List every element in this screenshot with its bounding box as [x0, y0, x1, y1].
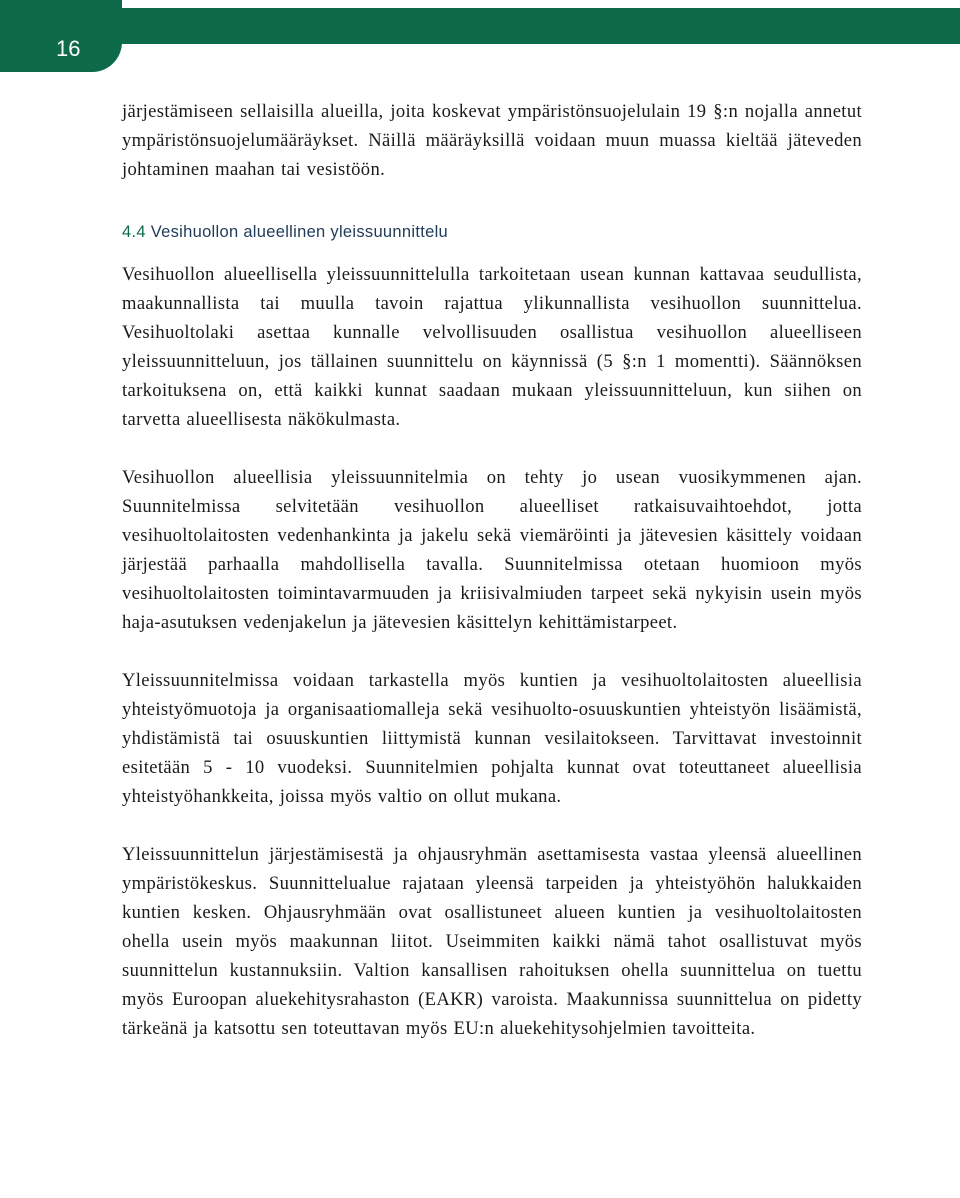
- paragraph: Yleissuunnittelun järjestämisestä ja ohjausryhmän asettamisesta vastaa yleensä alueellinen ympäristökeskus. Suunnittelualue rajataan yleensä tarpeiden ja yhteistyöhön halukkaiden kuntien kesken. Ohjausryhmään ovat osallistuneet alueen kuntien ja vesihuoltolaitosten ohella usein myös maakunnan liitot. Useimmiten kaikki nämä tahot osallistuvat myös suunnittelun kustannuksiin. Valtion kansallisen rahoituksen ohella suunnittelua on tuettu myös Euroopan aluekehitysrahaston (EAKR) varoista. Maakunnissa suunnittelua on pidetty tärkeänä ja katsottu sen toteuttavan myös EU:n aluekehitysohjelmien tavoitteita.: [122, 844, 862, 1039]
- page-number-tab: [0, 0, 122, 72]
- section-heading: [122, 221, 862, 243]
- page-number: 16: [56, 36, 81, 61]
- section-title: Vesihuollon alueellinen yleissuunnittelu: [150, 223, 449, 241]
- header-bar: [0, 8, 960, 44]
- intro-paragraph: järjestämiseen sellaisilla alueilla, joita koskevat ympäristönsuojelulain 19 §:n nojalla annetut ympäristönsuojelumääräykset. Näillä määräyksillä voidaan muun muassa kieltää jäteveden johtaminen maahan tai vesistöön.: [122, 101, 862, 180]
- paragraph: Vesihuollon alueellisia yleissuunnitelmia on tehty jo usean vuosikymmenen ajan. Suunnitelmissa selvitetään vesihuollon alueelliset ratkaisuvaihtoehdot, jotta vesihuoltolaitosten vedenhankinta ja jakelu sekä viemäröinti ja jätevesien käsittely voidaan järjestää parhaalla mahdollisella tavalla. Suunnitelmissa otetaan huomioon myös vesihuoltolaitosten toimintavarmuuden ja kriisivalmiuden tarpeet sekä nykyisin usein myös haja-asutuksen vedenjakelun ja jätevesien käsittelyn kehittämistarpeet.: [122, 467, 862, 633]
- paragraph: Vesihuollon alueellisella yleissuunnittelulla tarkoitetaan usean kunnan kattavaa seudullista, maakunnallista tai muulla tavoin rajattua ylikunnallista vesihuollon suunnittelua. Vesihuoltolaki asettaa kunnalle velvollisuuden osallistua vesihuollon alueelliseen yleissuunnitteluun, jos tällainen suunnittelu on käynnissä (5 §:n 1 momentti). Säännöksen tarkoituksena on, että kaikki kunnat saadaan mukaan yleissuunnitteluun, kun siihen on tarvetta alueellisesta näkökulmasta.: [122, 264, 862, 430]
- page-body: [122, 97, 862, 1043]
- paragraph: Yleissuunnitelmissa voidaan tarkastella myös kuntien ja vesihuoltolaitosten alueellisia yhteistyömuotoja ja organisaatiomalleja sekä vesihuolto-osuuskuntien yhteistyön lisäämistä, yhdistämistä tai osuuskuntien liittymistä kunnan vesilaitokseen. Tarvittavat investoinnit esitetään 5 - 10 vuodeksi. Suunnitelmien pohjalta kunnat ovat toteuttaneet alueellisia yhteistyöhankkeita, joissa myös valtio on ollut mukana.: [122, 670, 862, 807]
- section-number: 4.4: [122, 223, 146, 241]
